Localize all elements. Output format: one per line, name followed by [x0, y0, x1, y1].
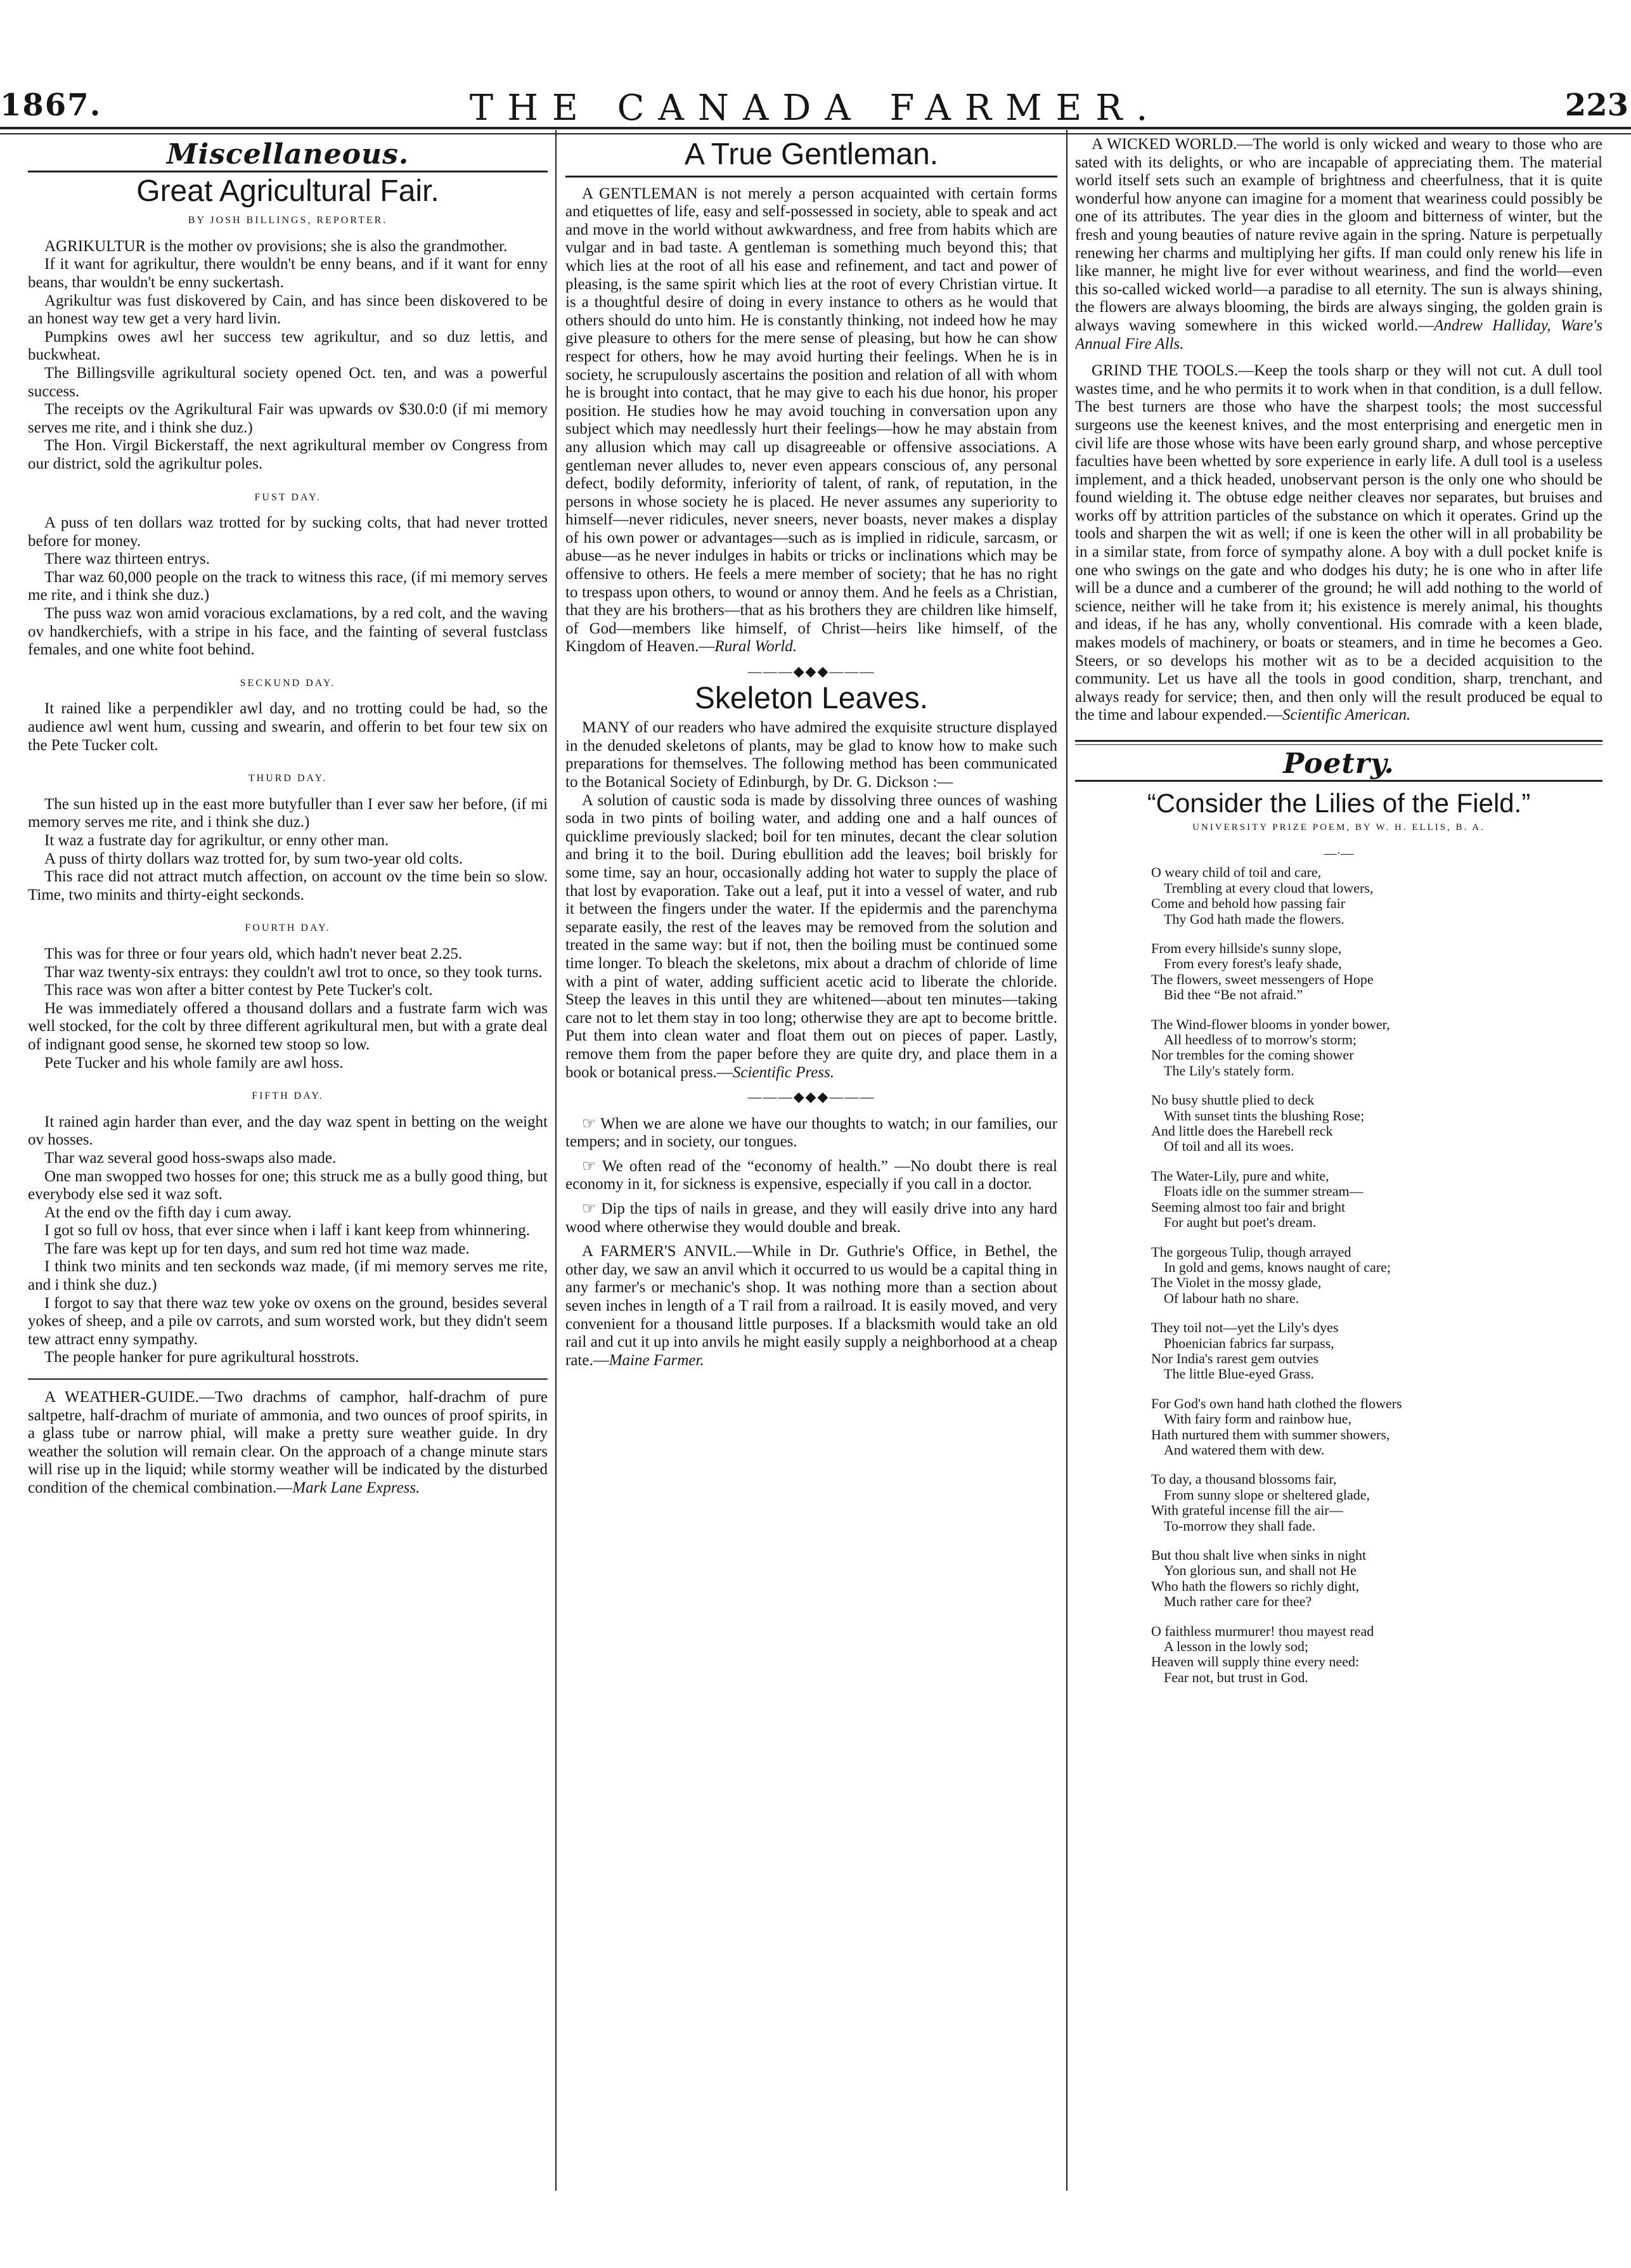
poem-line: From every hillside's sunny slope, — [1151, 940, 1342, 956]
poem-line: To day, a thousand blossoms fair, — [1151, 1471, 1337, 1487]
poem-stanza — [1151, 941, 1602, 1003]
poem-line: With sunset tints the blushing Rose; — [1164, 1107, 1365, 1124]
pointing-hand-icon: ☞ — [582, 1157, 603, 1175]
paragraph-body: is not merely a person acquainted with certain forms and etiquettes of life, easy and self-possessed in society, able to speak and act and move in the world without awkwardness, and free from habits which are vulgar and in bad taste. A gentleman is something much beyond this; that which lies at the root of all his ease and refinement, and tact and power of pleasing, is the same spirit which lies at the root of every Christian virtue. It is a thoughtful desire of doing in every instance to others as he would that others should do unto him. He is constantly thinking, not indeed how he may give pleasure to others for the mere sense of pleasing, but how he can show respect for others, how he may avoid hurting their feelings. When he is in society, he scrupulously ascertains the position and relation of all with whom he is brought into contact, that he may give to each his due honor, his proper position. He studies how he may avoid touching in conversation upon any subject which may needlessly hurt their feelings—how he may abstain from any allusion which may call up disagreeable or offensive associations. A gentleman never alludes to, never even appears conscious of, any personal defect, bodily deformity, inferiority of talent, of rank, of reputation, in the persons in whose society he is placed. He never assumes any superiority to himself—never ridicules, never sneers, never boasts, never makes a display of his own power or advantages—such as is implied in ridicule, sarcasm, or abuse—as he never indulges in habits or tricks or inclinations which may be offensive to others. He feels a mere member of society; that he has no right to trespass upon others, to wound or annoy them. And he feels as a Christian, that they are his brothers—that as his brothers they are children like himself, of God—members like himself, of Christ—heirs like himself, of the Kingdom of Heaven.— — [565, 185, 1057, 656]
paragraph: The people hanker for pure agrikultural hosstrots. — [44, 1349, 359, 1366]
paragraph: At the end ov the fifth day i cum away. — [44, 1203, 292, 1221]
paragraph: Pumpkins owes awl her success tew agrikultur, and so duz lettis, and buckwheat. — [28, 328, 548, 364]
poem-stanza — [1151, 865, 1602, 927]
skeleton-intro-paragraph — [565, 719, 1057, 791]
poem-line: Heaven will supply thine every need: — [1151, 1654, 1360, 1670]
paragraph: Pete Tucker and his whole family are awl hoss. — [44, 1054, 344, 1072]
poem-line: A lesson in the lowly sod; — [1164, 1638, 1308, 1655]
paragraph: If it want for agrikultur, there wouldn't be enny beans, and if it want for enny beans, thar wouldn't be enny suckertash. — [28, 256, 548, 291]
source-credit: Scientific American. — [1282, 706, 1411, 724]
weather-guide-paragraph — [28, 1389, 548, 1498]
anvil-paragraph — [565, 1243, 1057, 1370]
article-headline: Great Agricultural Fair. — [136, 174, 439, 208]
article-headline: A True Gentleman. — [684, 138, 939, 171]
poem-line: The flowers, sweet messengers of Hope — [1151, 971, 1374, 987]
paragraph-body: —While in Dr. Guthrie's Office, in Bethel, the other day, we saw an anvil which it occurred to us would be a capital thing in any farmer's or mechanic's shop. It was nothing more than a section about seven inches in length of a T rail from a railroad. It is easily moved, and very convenient for a thousand little purposes. If a blacksmith would take an old rail and cut it up into anvils he might easily supply a neighborhood at a cheap rate.— — [565, 1243, 1057, 1369]
paragraph-body: —Keep the tools sharp or they will not cut. A dull tool wastes time, and he who permits it to work when in that condition, is a dull fellow. The best turners are those who have the sharpest tools; the most successful surgeons use the keenest knives, and the most enterprising and energetic men in civil life are those whose wits have been early ground sharp, and whose perceptive faculties have been whetted by sore experience in early life. A dull tool is a useless implement, and a thick headed, unobservant person is the only one who should be found wielding it. The obtuse edge neither cleaves nor separates, but bruises and works off by attrition particles of the substance on which it operates. Grind up the tools and sharpen the wit as well; if one is keen the other will in all probability be in a similar state, from force of sympathy alone. A boy with a dull pocket knife is one who swings on the gate and who dodges his duty; he is one who in after life will be a dunce and a cumberer of the ground; he will add nothing to the world of science, neither will he take from it; his existence is merely animal, his thoughts and ideas, if he has any, wholly conventional. His comrade with a keen blade, makes models of machinery, or boats or steamers, and in time he becomes a Geo. Steers, or so develops his mother wit as to be a decided acquisition to the community. Let us have all the tools in good condition, sharp, trenchant, and always ready for service; then, and then only will the result produced be equal to the time and labour expended.— — [1075, 362, 1602, 724]
poem-stanza — [1151, 1472, 1602, 1534]
poem-line: From sunny slope or sheltered glade, — [1164, 1486, 1370, 1503]
source-credit: Maine Farmer. — [609, 1351, 704, 1369]
paragraph: A puss of ten dollars waz trotted for by sucking colts, that had never trotted before for money. — [28, 514, 548, 550]
paragraph: This was for three or four years old, which hadn't never beat 2.25. — [44, 945, 463, 962]
newspaper-title: THE CANADA FARMER. — [469, 87, 1162, 129]
paragraph: The puss waz won amid voracious exclamations, by a red colt, and the waving ov handkerchiefs, with a stripe in his face, and the fainting of several fustclass females, and one white foot behind. — [28, 605, 548, 659]
poem-stanza — [1151, 1548, 1602, 1610]
poem-line: Of toil and all its woes. — [1164, 1138, 1294, 1155]
paragraph-lead: A WEATHER-GUIDE. — [44, 1389, 199, 1406]
paragraph-body: of our readers who have admired the exquisite structure displayed in the denuded skeletons of plants, may be glad to know how to make such preparations for themselves. The following method has been communicated to the Botanical Society of Edinburgh, by Dr. G. Dickson :— — [565, 719, 1057, 791]
paragraph: This race did not attract mutch affection, on account ov the time bein so slow. Time, two minits and thirty-eight seckonds. — [28, 868, 548, 904]
note-paragraph: ☞ We often read of the “economy of health.” —No doubt there is real economy in it, for sickness is expensive, especially if you call in a doctor. — [565, 1157, 1057, 1193]
poem-line: All heedless of to morrow's storm; — [1164, 1032, 1357, 1048]
subheading: FIFTH DAY. — [252, 1091, 324, 1102]
poem-line: The Lily's stately form. — [1164, 1062, 1294, 1079]
poem-line: And little does the Harebell reck — [1151, 1123, 1333, 1139]
poem-line: Phoenician fabrics far surpass, — [1164, 1335, 1334, 1351]
paragraph: Thar waz 60,000 people on the track to witness this race, (if mi memory serves me rite, and i think she duz.) — [28, 568, 548, 604]
ornament-divider: ———◆◆◆——— — [747, 1089, 875, 1105]
poem-line: The Water-Lily, pure and white, — [1151, 1167, 1329, 1184]
poem-line: Bid thee “Be not afraid.” — [1164, 987, 1303, 1003]
pointing-hand-icon: ☞ — [582, 1200, 602, 1218]
rule — [1075, 740, 1602, 745]
paragraph: He was immediately offered a thousand dollars and a fustrate farm wich was well stocked, for the colt by three different agrikultural men, but with a grate deal of indignant good sense, he skorned tew stoop so low. — [28, 999, 548, 1053]
poem-body — [1075, 865, 1602, 1685]
rule — [565, 176, 1057, 178]
paragraph: The sun histed up in the east more butyfuller than I ever saw her before, (if mi memory serves me rite, and i think she duz.) — [28, 795, 548, 831]
poem-line: Who hath the flowers so richly dight, — [1151, 1578, 1360, 1594]
poem-line: But thou shalt live when sinks in night — [1151, 1547, 1367, 1563]
poem-line: Nor trembles for the coming shower — [1151, 1047, 1354, 1063]
paragraph-lead: A WICKED WORLD. — [1092, 136, 1237, 153]
wicked-world-paragraph — [1075, 136, 1602, 353]
paragraph: There waz thirteen entrys. — [44, 550, 210, 568]
article-byline: BY JOSH BILLINGS, REPORTER. — [188, 215, 388, 226]
paragraph: The Hon. Virgil Bickerstaff, the next agrikultural member ov Congress from our district, sold the agrikultur poles. — [28, 437, 548, 472]
poem-line: Fear not, but trust in God. — [1164, 1669, 1308, 1685]
article-headline: Skeleton Leaves. — [694, 681, 929, 715]
poem-byline: UNIVERSITY PRIZE POEM, BY W. H. ELLIS, B. A. — [1192, 822, 1485, 833]
source-credit: Andrew Halliday, Ware's Annual Fire Alls. — [1075, 316, 1602, 353]
paragraph: AGRIKULTUR is the mother ov provisions; she is also the grandmother. — [44, 237, 508, 255]
article-intro — [28, 238, 548, 474]
poem-line: No busy shuttle plied to deck — [1151, 1092, 1315, 1108]
subheading: SECKUND DAY. — [240, 677, 336, 689]
column-divider — [555, 130, 557, 2191]
poem-line: For God's own hand hath clothed the flowers — [1151, 1395, 1402, 1411]
paragraph-body: —The world is only wicked and weary to those who are sated with its delights, or who are incapable of appreciating them. The material world itself sets such an example of brightness and cheerfulness, that it is quite wonderful how anyone can imagine for a moment that weariness could possibly be one of its attributes. The year dies in the gloom and bitterness of winter, but the fresh and young beauties of nature revive again in the spring. Nature is perpetually renewing her charms and multiplying her gifts. If man could only renew his life in like manner, he might live for ever without weariness, and find the world—even this so-called wicked world—a paradise to all eternity. The sun is always shining, the flowers are always blooming, the birds are always singing, the golden grain is always waving somewhere in this wicked world.— — [1075, 136, 1602, 334]
paragraph: One man swopped two hosses for one; this struck me as a bully good thing, but everybody else sed it waz soft. — [28, 1167, 548, 1203]
source-credit: Rural World. — [714, 638, 797, 656]
poem-line: In gold and gems, knows naught of care; — [1164, 1259, 1391, 1275]
poem-stanza — [1151, 1320, 1602, 1382]
source-credit: Mark Lane Express. — [292, 1479, 420, 1496]
poem-stanza — [1151, 1169, 1602, 1231]
paragraph: This race was won after a bitter contest by Pete Tucker's colt. — [44, 982, 433, 999]
paragraph: Thar waz several good hoss-swaps also made. — [44, 1149, 337, 1167]
column-3 — [1075, 136, 1602, 2228]
subheading: FUST DAY. — [254, 491, 321, 503]
paragraph-body: —Two drachms of camphor, half-drachm of pure saltpetre, half-drachm of muriate of ammonia, and two ounces of proof spirits, in a glass tube or narrow phial, will make a pretty sure weather guide. In dry weather the solution will remain clear. On the approach of a change minute stars will rise up in the liquid; while stormy weather will be indicated by the disturbed condition of the chemical combination.— — [28, 1389, 548, 1496]
poem-line: O faithless murmurer! thou mayest read — [1151, 1623, 1374, 1639]
poem-stanza — [1151, 1245, 1602, 1307]
paragraph: A puss of thirty dollars waz trotted for, by sum two-year old colts. — [44, 850, 463, 867]
paragraph: I think two minits and ten seckonds waz made, (if mi memory serves me rite, and i think she duz.) — [28, 1258, 548, 1294]
section-heading-poetry: Poetry. — [1283, 748, 1395, 780]
issue-year: 1867. — [0, 87, 102, 123]
paragraph: Thar waz twenty-six entrays: they couldn't awl trot to once, so they took turns. — [44, 963, 543, 981]
poem-line: To-morrow they shall fade. — [1164, 1517, 1316, 1534]
paragraph: I forgot to say that there waz tew yoke ov oxens on the ground, besides several yokes of sheep, and a pile ov carrots, and sum worsted work, but they didn't seem tew attract enny sympathy. — [28, 1294, 548, 1348]
subheading: THURD DAY. — [248, 773, 328, 784]
paragraph: The fare was kept up for ten days, and sum red hot time waz made. — [44, 1240, 470, 1257]
column-divider — [1066, 130, 1067, 2191]
paragraph: It waz a fustrate day for agrikultur, or enny other man. — [44, 832, 389, 849]
poem-stanza — [1151, 1624, 1602, 1686]
poem-line: Hath nurtured them with summer showers, — [1151, 1426, 1390, 1442]
paragraph-lead: MANY — [582, 719, 631, 737]
note-paragraph: ☞ Dip the tips of nails in grease, and they will easily drive into any hard wood where otherwise they would double and break. — [565, 1200, 1057, 1236]
ornament-divider: ———◆◆◆——— — [747, 663, 875, 680]
poem-line: Come and behold how passing fair — [1151, 895, 1346, 912]
paragraph: The Billingsville agrikultural society opened Oct. ten, and was a powerful success. — [28, 364, 548, 400]
paragraph: It rained agin harder than ever, and the day waz spent in betting on the weight ov hosses. — [28, 1113, 548, 1149]
poem-line: Yon glorious sun, and shall not He — [1164, 1562, 1357, 1579]
paragraph-lead: GRIND THE TOOLS. — [1092, 362, 1239, 380]
masthead-rule — [0, 127, 1631, 134]
poem-line: The Wind-flower blooms in yonder bower, — [1151, 1016, 1390, 1032]
paragraph: The receipts ov the Agrikultural Fair was upwards ov $30.0:0 (if mi memory serves me rite, and i think she duz.) — [28, 401, 548, 436]
poem-line: And watered them with dew. — [1164, 1441, 1325, 1458]
poem-line: Much rather care for thee? — [1164, 1593, 1312, 1610]
rule — [1075, 780, 1602, 782]
poem-line: From every forest's leafy shade, — [1164, 956, 1342, 972]
poem-stanza — [1151, 1092, 1602, 1155]
page-number: 223 — [1564, 87, 1628, 123]
rule — [28, 1378, 548, 1380]
poem-line: The gorgeous Tulip, though arrayed — [1151, 1243, 1351, 1260]
skeleton-method-paragraph — [565, 792, 1057, 1082]
poem-line: The little Blue-eyed Grass. — [1164, 1366, 1315, 1382]
poem-stanza — [1151, 1017, 1602, 1079]
poem-line: With grateful incense fill the air— — [1151, 1502, 1343, 1519]
paragraph: I got so full ov hoss, that ever since when i laff i kant keep from whinnering. — [44, 1222, 531, 1240]
note-paragraph: ☞ When we are alone we have our thoughts to watch; in our families, our tempers; and in society, our tongues. — [565, 1115, 1057, 1151]
poem-line: With fairy form and rainbow hue, — [1164, 1411, 1352, 1427]
poem-line: Floats idle on the summer stream— — [1164, 1183, 1363, 1200]
rule — [28, 171, 548, 172]
poem-line: Nor India's rarest gem outvies — [1151, 1350, 1319, 1366]
subheading: FOURTH DAY. — [245, 923, 331, 934]
poem-line: Thy God hath made the flowers. — [1164, 910, 1344, 927]
poem-title: “Consider the Lilies of the Field.” — [1147, 787, 1531, 818]
poem-stanza — [1151, 1396, 1602, 1458]
paragraph-lead: A GENTLEMAN — [582, 185, 698, 202]
poem-line: They toil not—yet the Lily's dyes — [1151, 1319, 1339, 1336]
ornament-divider: —·— — [1324, 846, 1354, 860]
poem-line: For aught but poet's dream. — [1164, 1214, 1317, 1231]
pointing-hand-icon: ☞ — [582, 1115, 601, 1132]
poem-line: Trembling at every cloud that lowers, — [1164, 879, 1374, 896]
column-1 — [28, 136, 548, 2228]
column-2 — [565, 136, 1057, 2228]
paragraph-lead: A FARMER'S ANVIL. — [582, 1243, 737, 1260]
source-credit: Scientific Press. — [732, 1063, 834, 1081]
paragraph-body: A solution of caustic soda is made by dissolving three ounces of washing soda in two pints of boiling water, and adding one and a half ounces of quicklime previously slacked; boil for ten minutes, decant the clear solution and bring it to the boil. During ebullition add the leaves; boil briskly for some time, say an hour, occasionally adding hot water to supply the place of that lost by evaporation. Take out a leaf, put it into a vessel of water, and rub it between the fingers under the water. If the epidermis and the parenchyma separate easily, the rest of the leaves may be removed from the solution and treated in the same way: but if not, then the boiling must be continued some time longer. To bleach the skeletons, mix about a drachm of chloride of lime with a pint of water, adding sufficient acetic acid to liberate the chloride. Steep the leaves in this until they are whitened—about ten minutes—taking care not to let them stay in too long; otherwise they are apt to become brittle. Put them into clean water and float them out on pieces of paper. Lastly, remove them from the paper before they are quite dry, and place them in a book or botanical press.— — [565, 791, 1057, 1081]
paragraph: It rained like a perpendikler awl day, and no trotting could be had, so the audience awl went hum, cussing and swearin, and offerin to bet four tew six on the Pete Tucker colt. — [28, 700, 548, 754]
grind-tools-paragraph — [1075, 362, 1602, 725]
section-heading-miscellaneous: Miscellaneous. — [166, 138, 409, 171]
poem-line: The Violet in the mossy glade, — [1151, 1274, 1322, 1291]
poem-line: O weary child of toil and care, — [1151, 864, 1322, 881]
poem-line: Seeming almost too fair and bright — [1151, 1198, 1346, 1215]
poem-line: Of labour hath no share. — [1164, 1290, 1299, 1306]
gentleman-paragraph — [565, 185, 1057, 656]
paragraph: Agrikultur was fust diskovered by Cain, and has since been diskovered to be an honest way tew get a very hard livin. — [28, 292, 548, 328]
